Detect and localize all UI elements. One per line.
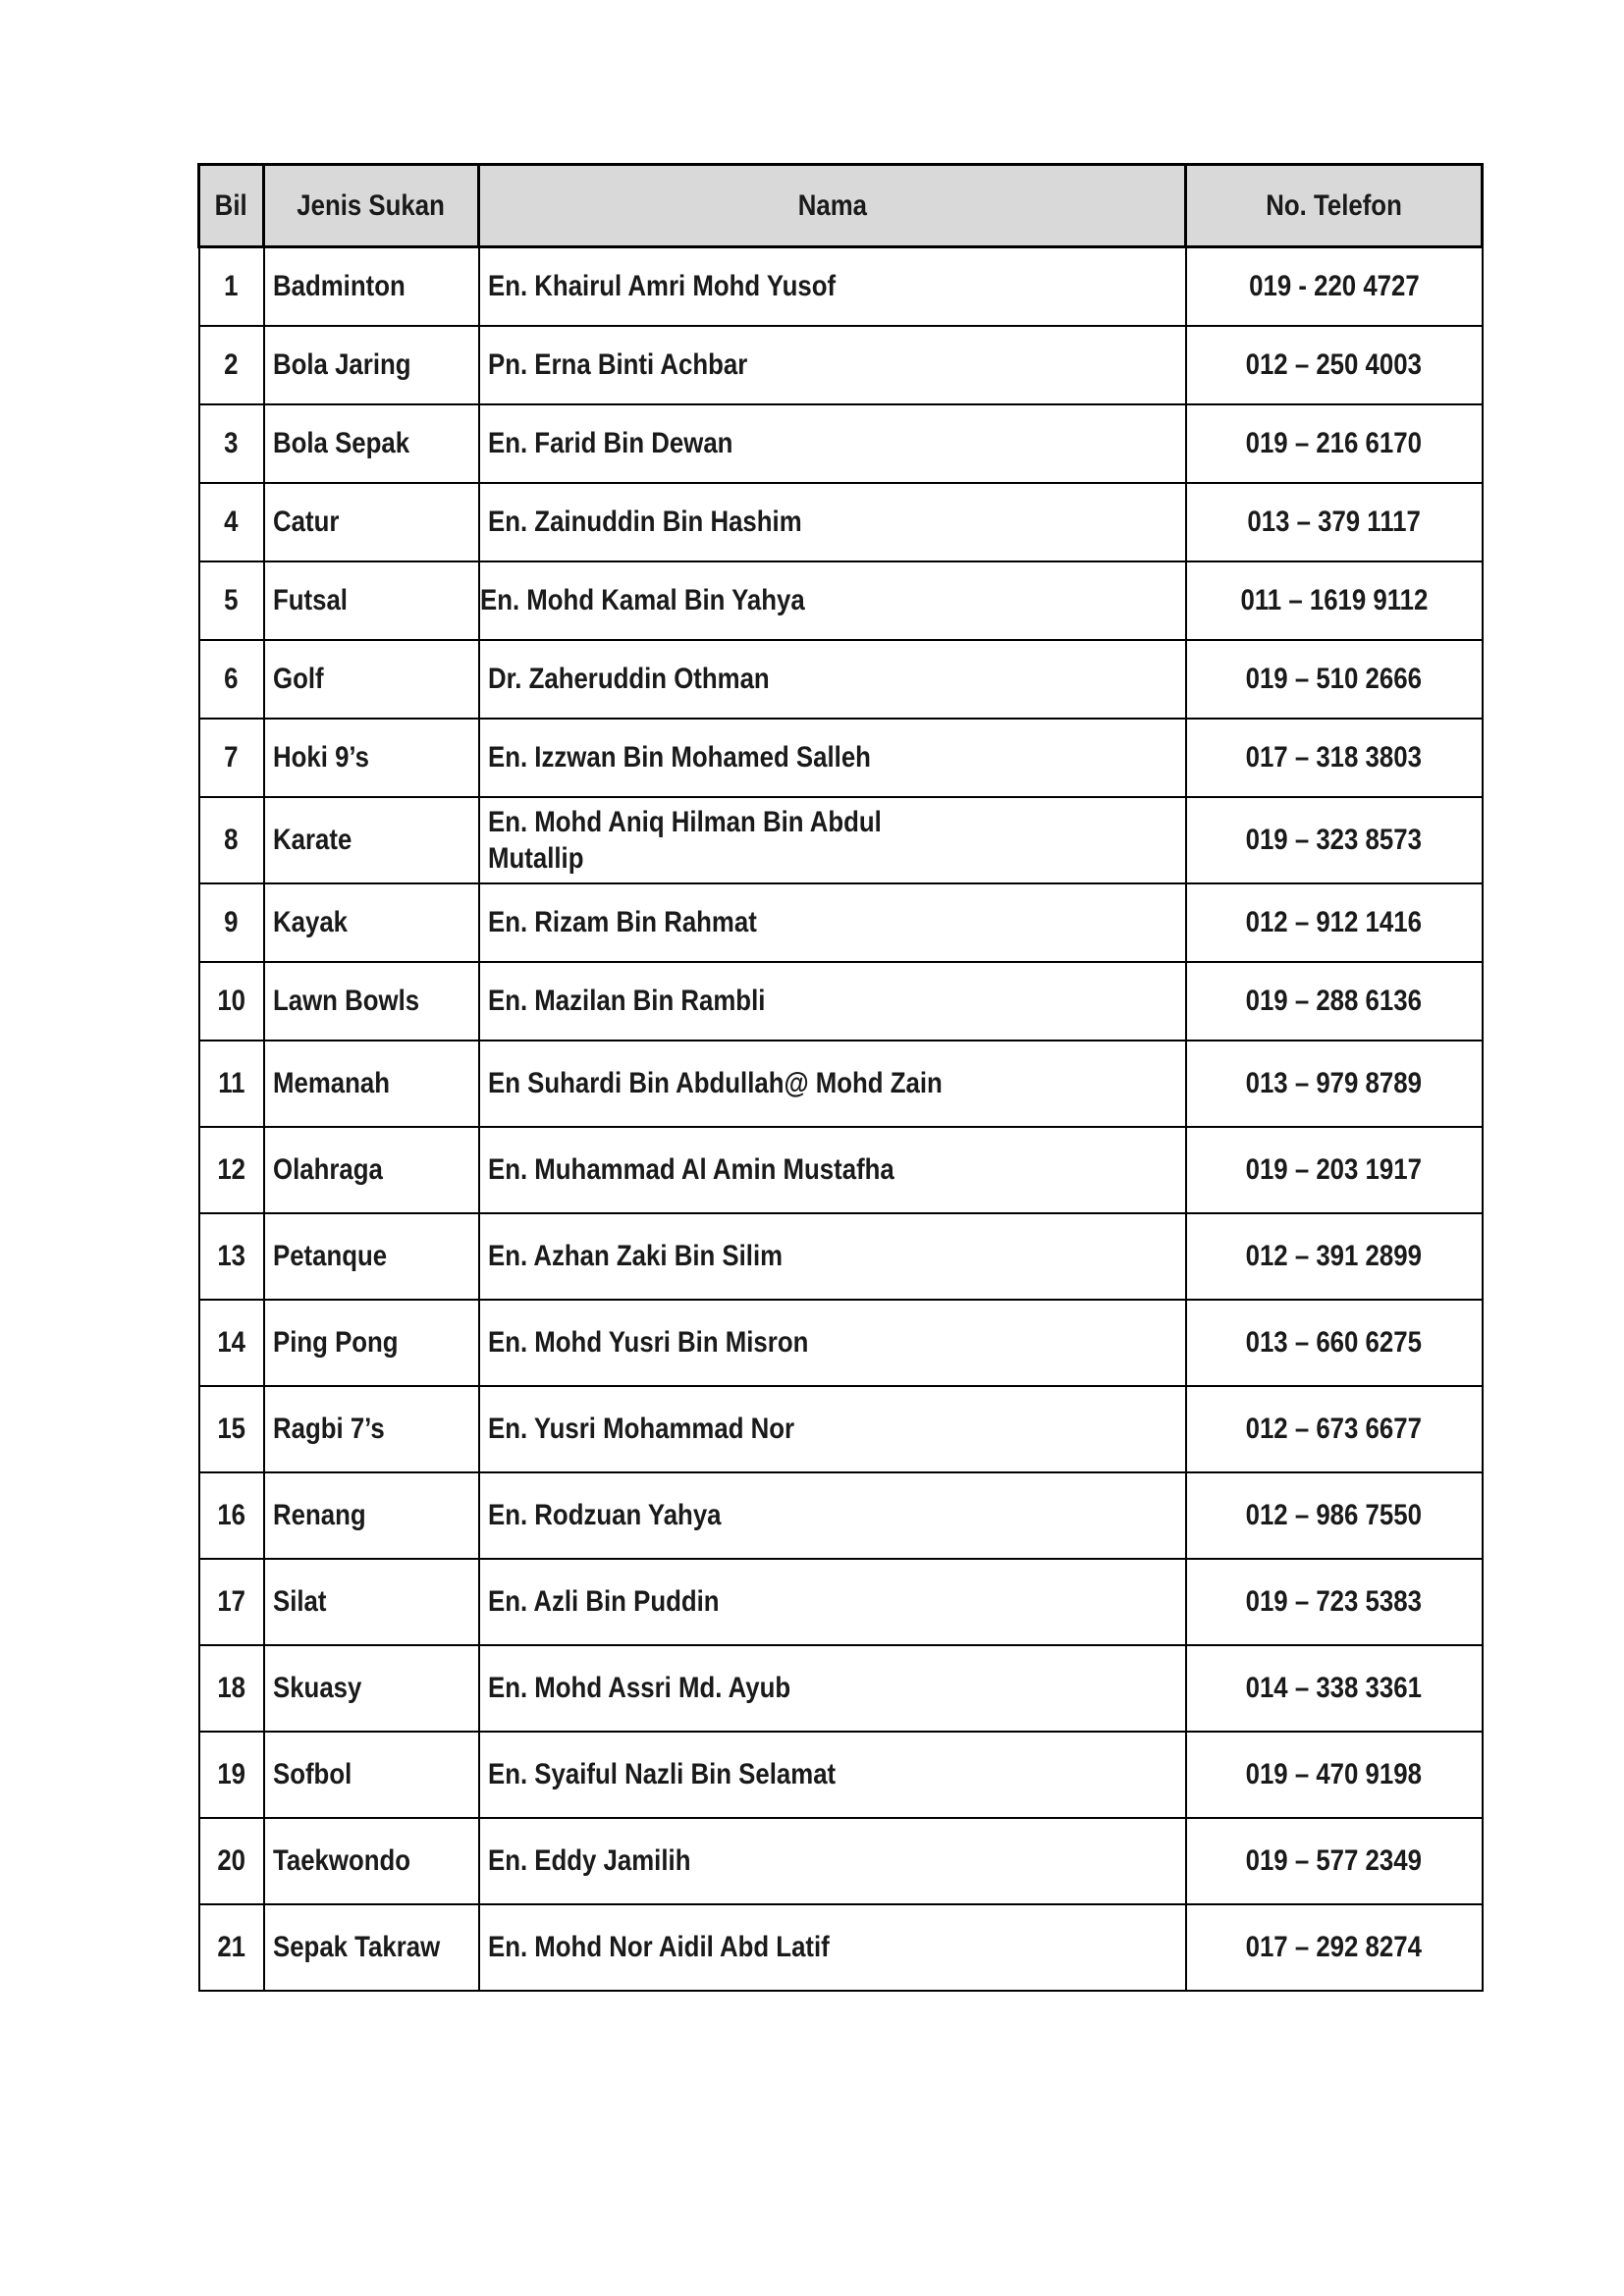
row-number: 12 bbox=[199, 1127, 264, 1213]
row-number: 13 bbox=[199, 1213, 264, 1300]
row-number: 4 bbox=[199, 483, 264, 561]
row-number: 20 bbox=[199, 1818, 264, 1904]
row-number: 15 bbox=[199, 1386, 264, 1472]
sport-cell: Bola Jaring bbox=[264, 326, 479, 404]
sport-cell: Ragbi 7’s bbox=[264, 1386, 479, 1472]
row-number: 10 bbox=[199, 962, 264, 1041]
header-row bbox=[199, 165, 1483, 247]
table-row bbox=[199, 561, 1483, 640]
sport-cell: Silat bbox=[264, 1559, 479, 1645]
name-cell: En. Azli Bin Puddin bbox=[479, 1559, 1186, 1645]
sport-cell: Kayak bbox=[264, 883, 479, 962]
sport-cell: Ping Pong bbox=[264, 1300, 479, 1386]
sport-cell: Sepak Takraw bbox=[264, 1904, 479, 1991]
table-row bbox=[199, 640, 1483, 719]
name-cell: En. Azhan Zaki Bin Silim bbox=[479, 1213, 1186, 1300]
table-row bbox=[199, 1386, 1483, 1472]
phone-cell: 013 – 979 8789 bbox=[1186, 1041, 1483, 1127]
sport-cell: Memanah bbox=[264, 1041, 479, 1127]
phone-cell: 017 – 318 3803 bbox=[1186, 719, 1483, 797]
phone-cell: 019 – 510 2666 bbox=[1186, 640, 1483, 719]
table-row bbox=[199, 1300, 1483, 1386]
sport-cell: Hoki 9’s bbox=[264, 719, 479, 797]
phone-cell: 017 – 292 8274 bbox=[1186, 1904, 1483, 1991]
table-body bbox=[199, 247, 1483, 1992]
row-number: 3 bbox=[199, 404, 264, 483]
phone-cell: 019 – 323 8573 bbox=[1186, 797, 1483, 883]
row-number: 9 bbox=[199, 883, 264, 962]
phone-cell: 019 - 220 4727 bbox=[1186, 247, 1483, 327]
row-number: 1 bbox=[199, 247, 264, 327]
table-row bbox=[199, 883, 1483, 962]
name-cell: En. Mazilan Bin Rambli bbox=[479, 962, 1186, 1041]
name-cell: Pn. Erna Binti Achbar bbox=[479, 326, 1186, 404]
name-cell: En. Yusri Mohammad Nor bbox=[479, 1386, 1186, 1472]
row-number: 8 bbox=[199, 797, 264, 883]
phone-cell: 012 – 250 4003 bbox=[1186, 326, 1483, 404]
sport-cell: Taekwondo bbox=[264, 1818, 479, 1904]
sport-cell: Golf bbox=[264, 640, 479, 719]
table-row bbox=[199, 326, 1483, 404]
phone-cell: 013 – 379 1117 bbox=[1186, 483, 1483, 561]
sport-cell: Petanque bbox=[264, 1213, 479, 1300]
sport-cell: Bola Sepak bbox=[264, 404, 479, 483]
sport-cell: Karate bbox=[264, 797, 479, 883]
phone-cell: 019 – 203 1917 bbox=[1186, 1127, 1483, 1213]
sport-cell: Badminton bbox=[264, 247, 479, 327]
table-row bbox=[199, 719, 1483, 797]
name-cell: En. Syaiful Nazli Bin Selamat bbox=[479, 1732, 1186, 1818]
row-number: 18 bbox=[199, 1645, 264, 1732]
phone-cell: 019 – 216 6170 bbox=[1186, 404, 1483, 483]
phone-cell: 019 – 577 2349 bbox=[1186, 1818, 1483, 1904]
row-number: 7 bbox=[199, 719, 264, 797]
sport-cell: Futsal bbox=[264, 561, 479, 640]
name-cell: En. Mohd Aniq Hilman Bin Abdul Mutallip bbox=[479, 797, 1186, 883]
name-cell: En. Khairul Amri Mohd Yusof bbox=[479, 247, 1186, 327]
phone-cell: 019 – 723 5383 bbox=[1186, 1559, 1483, 1645]
name-cell: En Suhardi Bin Abdullah@ Mohd Zain bbox=[479, 1041, 1186, 1127]
name-cell: En. Farid Bin Dewan bbox=[479, 404, 1186, 483]
sport-cell: Renang bbox=[264, 1472, 479, 1559]
table-row bbox=[199, 1041, 1483, 1127]
sport-cell: Olahraga bbox=[264, 1127, 479, 1213]
name-cell: En. Eddy Jamilih bbox=[479, 1818, 1186, 1904]
name-cell: Dr. Zaheruddin Othman bbox=[479, 640, 1186, 719]
row-number: 16 bbox=[199, 1472, 264, 1559]
table-row bbox=[199, 1213, 1483, 1300]
sport-cell: Lawn Bowls bbox=[264, 962, 479, 1041]
table-row bbox=[199, 1645, 1483, 1732]
row-number: 19 bbox=[199, 1732, 264, 1818]
name-cell: En. Zainuddin Bin Hashim bbox=[479, 483, 1186, 561]
name-cell: En. Muhammad Al Amin Mustafha bbox=[479, 1127, 1186, 1213]
table-row bbox=[199, 962, 1483, 1041]
name-cell: En. Mohd Nor Aidil Abd Latif bbox=[479, 1904, 1186, 1991]
sport-cell: Catur bbox=[264, 483, 479, 561]
header-phone: No. Telefon bbox=[1186, 165, 1483, 247]
table-row bbox=[199, 404, 1483, 483]
header-name: Nama bbox=[479, 165, 1186, 247]
phone-cell: 013 – 660 6275 bbox=[1186, 1300, 1483, 1386]
table-row bbox=[199, 1472, 1483, 1559]
phone-cell: 014 – 338 3361 bbox=[1186, 1645, 1483, 1732]
table-row bbox=[199, 483, 1483, 561]
table-row bbox=[199, 1818, 1483, 1904]
row-number: 5 bbox=[199, 561, 264, 640]
name-cell: En. Rizam Bin Rahmat bbox=[479, 883, 1186, 962]
sports-contacts-table bbox=[197, 163, 1484, 1992]
row-number: 2 bbox=[199, 326, 264, 404]
table-header bbox=[199, 165, 1483, 247]
name-cell: En. Izzwan Bin Mohamed Salleh bbox=[479, 719, 1186, 797]
name-cell: En. Mohd Yusri Bin Misron bbox=[479, 1300, 1186, 1386]
name-cell: En. Mohd Assri Md. Ayub bbox=[479, 1645, 1186, 1732]
row-number: 21 bbox=[199, 1904, 264, 1991]
phone-cell: 012 – 391 2899 bbox=[1186, 1213, 1483, 1300]
header-sport: Jenis Sukan bbox=[264, 165, 479, 247]
table-row bbox=[199, 797, 1483, 883]
table-row bbox=[199, 1127, 1483, 1213]
row-number: 17 bbox=[199, 1559, 264, 1645]
header-bil: Bil bbox=[199, 165, 264, 247]
row-number: 14 bbox=[199, 1300, 264, 1386]
name-cell: En. Mohd Kamal Bin Yahya bbox=[479, 561, 1186, 640]
phone-cell: 011 – 1619 9112 bbox=[1186, 561, 1483, 640]
phone-cell: 012 – 912 1416 bbox=[1186, 883, 1483, 962]
table-row bbox=[199, 247, 1483, 327]
phone-cell: 019 – 288 6136 bbox=[1186, 962, 1483, 1041]
row-number: 11 bbox=[199, 1041, 264, 1127]
phone-cell: 012 – 986 7550 bbox=[1186, 1472, 1483, 1559]
phone-cell: 012 – 673 6677 bbox=[1186, 1386, 1483, 1472]
sport-cell: Sofbol bbox=[264, 1732, 479, 1818]
table-row bbox=[199, 1732, 1483, 1818]
phone-cell: 019 – 470 9198 bbox=[1186, 1732, 1483, 1818]
row-number: 6 bbox=[199, 640, 264, 719]
table-row bbox=[199, 1559, 1483, 1645]
name-cell: En. Rodzuan Yahya bbox=[479, 1472, 1186, 1559]
sport-cell: Skuasy bbox=[264, 1645, 479, 1732]
table-row bbox=[199, 1904, 1483, 1991]
